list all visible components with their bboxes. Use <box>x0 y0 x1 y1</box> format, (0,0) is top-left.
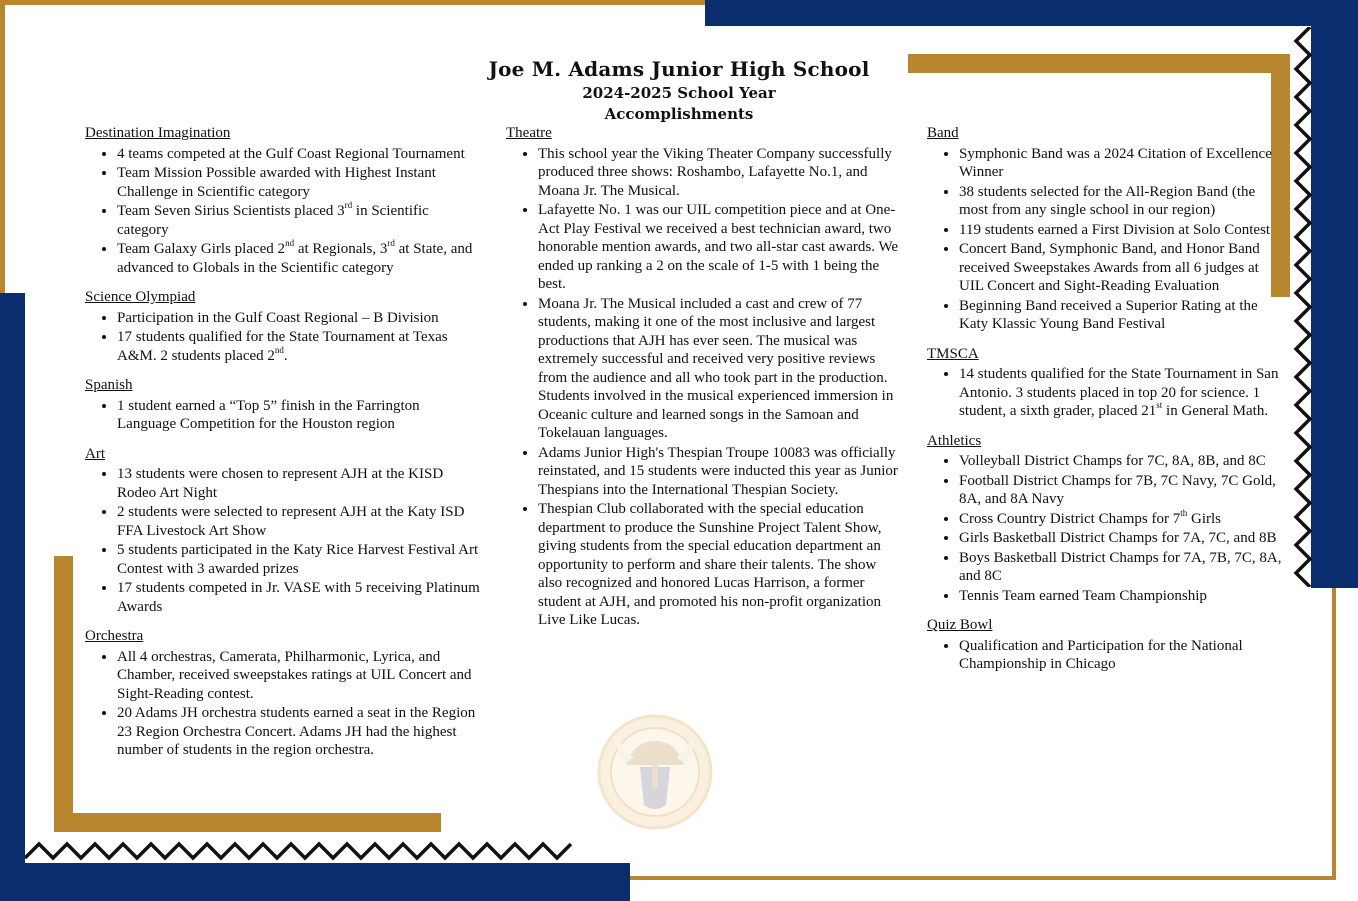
item-list <box>927 637 1282 674</box>
list-item <box>959 365 1282 421</box>
list-item: • 5 students participated in the Katy Rice Harvest Festival Art Contest with 3 awarded prizes <box>117 541 480 578</box>
gold-frame-left <box>0 0 5 293</box>
item-text: in General Math. <box>1162 403 1269 419</box>
section-title: Destination Imagination <box>85 125 231 141</box>
section-tmsca <box>927 345 1282 421</box>
section-orchestra <box>85 627 480 760</box>
list-item: • Girls Basketball District Champs for 7A, 7C, and 8B <box>959 529 1282 548</box>
accomplishments-heading: Accomplishments <box>604 105 754 123</box>
right-column <box>927 124 1282 685</box>
list-item: • Thespian Club collaborated with the special education department to produce the Sunshine Project Talent Show, giving students from the special education department an opportunity to perform and share their talents. The show also recognized and honored Lucas Harrison, a former student at AJH, and promoted his non-profit organization Live Like Lucas. <box>538 500 899 630</box>
list-item: • 20 Adams JH orchestra students earned a seat in the Region 23 Region Orchestra Concert. Adams JH had the highest number of students in the region orchestra. <box>117 704 480 760</box>
list-item: • Boys Basketball District Champs for 7A, 7B, 7C, 8A, and 8C <box>959 549 1282 586</box>
superscript: rd <box>387 238 395 248</box>
section-athletics <box>927 432 1282 606</box>
item-text: in Scientific category <box>117 203 429 238</box>
list-item: • 4 teams competed at the Gulf Coast Regional Tournament <box>117 145 480 164</box>
item-text: Team Seven Sirius Scientists placed 3 <box>117 203 345 219</box>
section-title: Art <box>85 445 105 462</box>
zigzag-bottom <box>25 840 573 864</box>
list-item: • Beginning Band received a Superior Rating at the Katy Klassic Young Band Festival <box>959 297 1282 334</box>
list-item: • Symphonic Band was a 2024 Citation of Excellence Winner <box>959 145 1282 182</box>
left-column <box>85 124 480 771</box>
item-text: Girls <box>1187 510 1222 527</box>
gold-frame-right <box>1332 588 1336 880</box>
gold-frame-top <box>0 0 705 5</box>
item-text: 17 students qualified for the State Tournament at Texas A&M. 2 students placed 2 <box>117 329 448 364</box>
superscript: rd <box>344 200 353 210</box>
viking-logo-watermark <box>596 713 714 831</box>
superscript: st <box>1156 400 1163 410</box>
section-spanish <box>85 376 480 434</box>
section-title: Orchestra <box>85 628 144 644</box>
list-item: • Moana Jr. The Musical included a cast and crew of 77 students, making it one of the most inclusive and largest productions that AJH has ever seen. The musical was extremely successful and received very positive reviews from the audience and all who took part in the production. Students involved in the musical experienced immersion in Oceanic culture and learned songs in the Samoan and Tokelauan languages. <box>538 295 899 443</box>
list-item: • 119 students earned a First Division at Solo Contest <box>959 221 1282 240</box>
item-text: at Regionals, 3 <box>294 241 388 257</box>
list-item: • All 4 orchestras, Camerata, Philharmonic, Lyrica, and Chamber, received sweepstakes ratings at UIL Concert and Sight-Reading contest. <box>117 648 480 704</box>
item-list <box>85 648 480 760</box>
list-item: • 38 students selected for the All-Region Band (the most from any single school in our region) <box>959 183 1282 220</box>
list-item: • Volleyball District Champs for 7C, 8A, 8B, and 8C <box>959 452 1282 471</box>
list-item: • Concert Band, Symphonic Band, and Honor Band received Sweepstakes Awards from all 6 judges at UIL Concert and Sight-Reading Evaluation <box>959 240 1282 296</box>
section-title: Band <box>927 125 959 141</box>
school-year: 2024-2025 School Year <box>582 84 776 102</box>
item-list <box>927 365 1282 421</box>
section-title: Athletics <box>927 432 982 449</box>
superscript: th <box>1180 507 1188 518</box>
section-quiz-bowl <box>927 616 1282 674</box>
item-text: Team Galaxy Girls placed 2 <box>117 241 286 257</box>
item-list <box>927 145 1282 334</box>
list-item <box>117 328 480 365</box>
gold-bracket-bottom-v <box>54 556 73 832</box>
gold-bracket-bottom-h <box>54 813 441 832</box>
section-title: Theatre <box>506 125 552 141</box>
middle-column <box>506 124 899 641</box>
list-item: • Tennis Team earned Team Championship <box>959 587 1282 606</box>
section-title: Quiz Bowl <box>927 617 993 633</box>
list-item: • This school year the Viking Theater Company successfully produced three shows: Roshambo, Lafayette No.1, and Moana Jr. The Musical. <box>538 145 899 201</box>
section-theatre <box>506 124 899 630</box>
list-item: • Adams Junior High's Thespian Troupe 10083 was officially reinstated, and 15 students were inducted this year as Junior Thespians into the International Thespian Society. <box>538 444 899 500</box>
superscript: nd <box>274 344 284 355</box>
list-item: • 2 students were selected to represent AJH at the Katy ISD FFA Livestock Art Show <box>117 503 480 540</box>
section-science-olympiad <box>85 288 480 365</box>
list-item: • 13 students were chosen to represent AJH at the KISD Rodeo Art Night <box>117 465 480 502</box>
section-art <box>85 445 480 617</box>
school-title: Joe M. Adams Junior High School <box>488 57 870 81</box>
navy-block-top-right <box>705 0 1358 26</box>
item-text: 14 students qualified for the State Tournament in San Antonio. 3 students placed in top 20 for science. 1 student, a sixth grader, placed 21 <box>959 366 1279 419</box>
item-list <box>85 145 480 278</box>
item-text: Cross Country District Champs for 7 <box>959 510 1181 527</box>
section-title: Spanish <box>85 377 133 393</box>
list-item <box>959 507 1282 529</box>
superscript: nd <box>285 238 295 248</box>
list-item: • Lafayette No. 1 was our UIL competition piece and at One-Act Play Festival we received a best technician award, two honorable mention awards, and two all-star cast awards. We ended up ranking a 2 on the scale of 1-5 with 1 being the best. <box>538 201 899 294</box>
list-item: • Team Mission Possible awarded with Highest Instant Challenge in Scientific category <box>117 164 480 201</box>
gold-frame-bottom <box>630 876 1336 880</box>
list-item: • Participation in the Gulf Coast Regional – B Division <box>117 309 480 328</box>
section-title: Science Olympiad <box>85 289 196 305</box>
navy-bar-left <box>0 293 25 901</box>
list-item <box>117 240 480 277</box>
list-item: • Football District Champs for 7B, 7C Navy, 7C Gold, 8A, and 8A Navy <box>959 472 1282 509</box>
item-list <box>85 465 480 616</box>
item-list <box>85 309 480 366</box>
page-header <box>0 55 1358 125</box>
item-list <box>506 145 899 630</box>
list-item: • Qualification and Participation for the National Championship in Chicago <box>959 637 1282 674</box>
list-item <box>117 202 480 239</box>
item-text: at State, and advanced to Globals in the Scientific category <box>117 241 473 276</box>
section-band <box>927 124 1282 334</box>
item-text: . <box>283 347 288 364</box>
list-item: • 17 students competed in Jr. VASE with 5 receiving Platinum Awards <box>117 579 480 616</box>
section-title: TMSCA <box>927 345 979 362</box>
list-item: • 1 student earned a “Top 5” finish in the Farrington Language Competition for the Houston region <box>117 397 480 434</box>
navy-block-bottom-left <box>0 863 630 901</box>
item-list <box>85 397 480 434</box>
item-list <box>927 452 1282 605</box>
section-destination-imagination <box>85 124 480 277</box>
